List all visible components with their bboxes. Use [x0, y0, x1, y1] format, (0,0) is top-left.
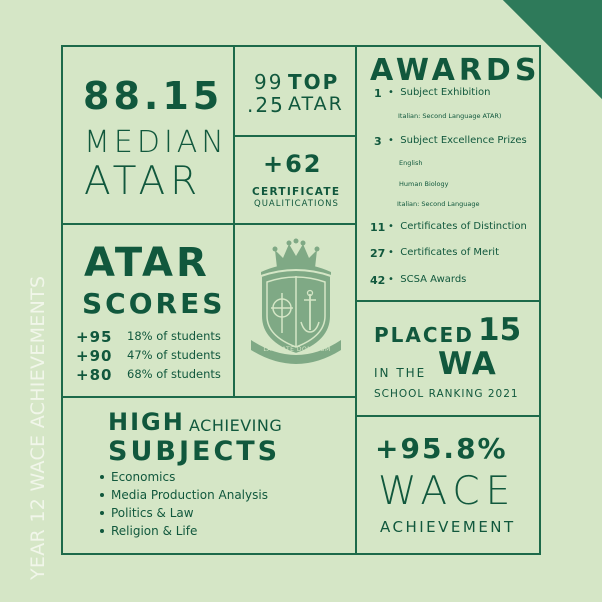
- subjects-list: [100, 470, 268, 542]
- atar-scores-title-line1: ATAR: [84, 240, 210, 286]
- award-count: 1: [374, 87, 382, 100]
- top-atar-word-top: TOP: [288, 70, 340, 94]
- award-sub: English: [399, 159, 423, 167]
- placed-ranking: [374, 388, 519, 400]
- certificate-label: CERTIFICATE: [252, 186, 341, 198]
- crest-motto: LAUDATE DOMINUM: [263, 346, 331, 353]
- award-count: 3: [374, 135, 382, 148]
- atar-score-text: 68% of students: [127, 367, 221, 381]
- subject-label: Politics & Law: [111, 506, 194, 520]
- wace-word: WACE: [378, 469, 517, 514]
- award-sub: Italian: Second Language ATAR): [398, 112, 502, 120]
- award-label: • Certificates of Merit: [388, 247, 500, 258]
- award-sub: Human Biology: [399, 180, 449, 188]
- award-label-text: Subject Exhibition: [400, 87, 491, 98]
- bullet-icon: [100, 493, 104, 497]
- bullet-icon: [100, 475, 104, 479]
- atar-score-value: +95: [76, 328, 113, 346]
- subject-label: Economics: [111, 470, 176, 484]
- certificate-box: [233, 135, 357, 225]
- subjects-high: HIGH: [108, 408, 185, 436]
- award-label: • Subject Exhibition: [388, 87, 491, 98]
- award-label-text: SCSA Awards: [400, 274, 467, 285]
- placed-in-the: IN THE: [374, 366, 427, 380]
- atar-score-text: 47% of students: [127, 348, 221, 362]
- placed-year: 2021: [487, 388, 519, 400]
- placed-rank: 15: [478, 312, 522, 348]
- median-label: MEDIAN: [84, 125, 228, 160]
- award-count: 42: [370, 274, 386, 287]
- subject-label: Religion & Life: [111, 524, 198, 538]
- placed-word: PLACED: [374, 323, 474, 347]
- awards-title: AWARDS: [370, 53, 541, 88]
- atar-score-row: [76, 327, 221, 346]
- atar-score-value: +80: [76, 366, 113, 384]
- subject-label: Media Production Analysis: [111, 488, 268, 502]
- placed-wa: WA: [438, 346, 497, 382]
- subjects-title: SUBJECTS: [108, 436, 281, 467]
- award-label: • Subject Excellence Prizes: [388, 135, 527, 146]
- bullet-icon: [100, 529, 104, 533]
- atar-scores-title-line2: SCORES: [82, 287, 226, 320]
- certificate-value: +62: [263, 150, 323, 178]
- atar-score-text: 18% of students: [127, 329, 221, 343]
- atar-score-row: [76, 346, 221, 365]
- atar-label: ATAR: [84, 159, 203, 204]
- bullet-icon: [100, 511, 104, 515]
- award-label: • SCSA Awards: [388, 274, 467, 285]
- median-value: 88.15: [83, 74, 224, 118]
- list-item: [100, 488, 268, 506]
- award-sub: Italian: Second Language: [397, 200, 480, 208]
- award-count: 11: [370, 221, 386, 234]
- list-item: [100, 524, 268, 542]
- placed-ranking-text: SCHOOL RANKING: [374, 388, 484, 400]
- award-label-text: Certificates of Distinction: [400, 221, 527, 232]
- certificate-sub: QUALITICATIONS: [254, 199, 339, 209]
- top-atar-number-bottom: .25: [247, 93, 285, 117]
- list-item: [100, 506, 268, 524]
- wace-sub: ACHIEVEMENT: [380, 518, 516, 536]
- subjects-achieving: ACHIEVING: [189, 416, 283, 435]
- award-count: 27: [370, 247, 386, 260]
- award-label-text: Subject Excellence Prizes: [400, 135, 527, 146]
- award-label: • Certificates of Distinction: [388, 221, 527, 232]
- list-item: [100, 470, 268, 488]
- top-atar-word-bottom: ATAR: [288, 93, 344, 115]
- side-title: YEAR 12 WACE ACHIEVEMENTS: [27, 275, 49, 580]
- atar-score-row: [76, 365, 221, 384]
- top-atar-number-top: 99: [254, 70, 284, 94]
- wace-value: +95.8%: [375, 432, 508, 465]
- award-label-text: Certificates of Merit: [400, 247, 500, 258]
- atar-score-value: +90: [76, 347, 113, 365]
